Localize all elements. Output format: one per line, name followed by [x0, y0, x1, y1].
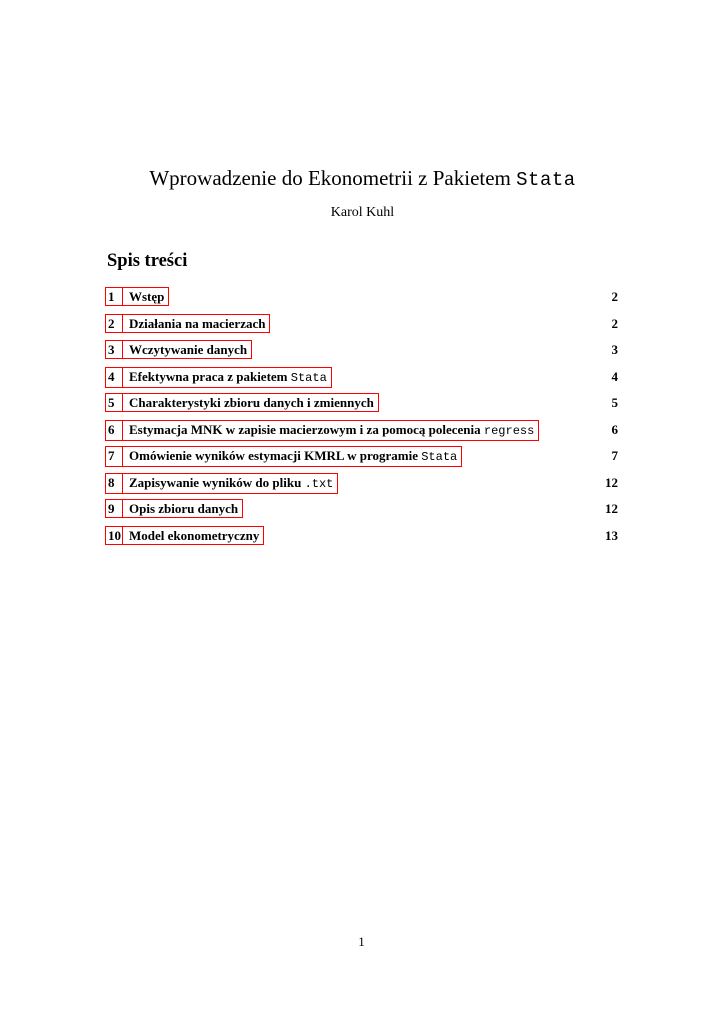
toc-entry-row	[105, 499, 618, 518]
toc-entry-number[interactable]: 10	[105, 526, 123, 545]
toc-entry-title[interactable]	[122, 420, 539, 441]
toc-entry-title[interactable]	[122, 473, 338, 494]
toc-entry-title[interactable]	[122, 526, 264, 545]
toc-entry-number[interactable]: 8	[105, 473, 123, 494]
toc-entry-number[interactable]: 4	[105, 367, 123, 388]
toc-title-text-part: Efektywna praca z pakietem	[129, 368, 291, 384]
toc-entry-number[interactable]: 2	[105, 314, 123, 333]
toc-entry-link[interactable]	[105, 499, 243, 518]
toc-entry-link[interactable]	[105, 314, 270, 333]
toc-entry-page-number: 7	[611, 448, 618, 463]
toc-title-text-part: Zapisywanie wyników do pliku	[129, 474, 305, 490]
toc-title-text-part: Omówienie wyników estymacji KMRL w programie	[129, 448, 422, 463]
toc-title-text-part: Wstęp	[129, 289, 165, 304]
toc-entry-title[interactable]	[122, 393, 379, 412]
toc-entry-link[interactable]	[105, 367, 332, 388]
toc-title-text-part: Charakterystyki zbioru danych i zmiennych	[129, 395, 374, 410]
toc-entry-title[interactable]	[122, 446, 462, 467]
toc-entry-link[interactable]	[105, 446, 462, 467]
toc-entry-number[interactable]: 5	[105, 393, 123, 412]
document-title-stata: Stata	[516, 169, 576, 191]
toc-entry-row	[105, 393, 618, 412]
toc-entry-number[interactable]: 9	[105, 499, 123, 518]
toc-title-mono-part: regress	[483, 423, 535, 438]
toc-entry-row	[105, 526, 618, 545]
toc-entry-title[interactable]	[122, 340, 252, 359]
toc-entry-number[interactable]: 7	[105, 446, 123, 467]
document-title-text: Wprowadzenie do Ekonometrii z Pakietem	[149, 166, 517, 190]
toc-entry-row	[105, 340, 618, 359]
toc-entry-title[interactable]	[122, 287, 169, 306]
toc-entry-title[interactable]	[122, 499, 243, 518]
toc-entry-row	[105, 420, 618, 439]
footer-page-number: 1	[358, 934, 365, 949]
toc-entry-page-number: 13	[605, 527, 618, 543]
toc-list	[105, 287, 618, 552]
toc-entry-page-number: 5	[611, 395, 618, 410]
toc-title-text-part: Wczytywanie danych	[129, 342, 248, 357]
toc-title-text-part: Opis zbioru danych	[129, 501, 239, 516]
toc-entry-link[interactable]	[105, 420, 539, 441]
toc-title-text-part: Działania na macierzach	[129, 315, 266, 331]
toc-title-text-part: Model ekonometryczny	[129, 527, 260, 543]
toc-entry-row	[105, 446, 618, 465]
toc-entry-link[interactable]	[105, 393, 379, 412]
toc-heading: Spis treści	[107, 251, 188, 271]
toc-entry-number[interactable]: 3	[105, 340, 123, 359]
toc-entry-row	[105, 367, 618, 386]
author-name: Karol Kuhl	[330, 205, 395, 220]
toc-entry-row	[105, 314, 618, 333]
toc-entry-title[interactable]	[122, 367, 332, 388]
toc-entry-row	[105, 473, 618, 492]
toc-entry-page-number: 2	[611, 289, 618, 304]
toc-entry-page-number: 12	[605, 501, 618, 516]
toc-entry-page-number: 6	[611, 421, 618, 437]
toc-entry-number[interactable]: 6	[105, 420, 123, 441]
toc-entry-link[interactable]	[105, 526, 264, 545]
toc-entry-page-number: 3	[611, 342, 618, 357]
document-title	[106, 166, 619, 191]
toc-entry-number[interactable]: 1	[105, 287, 123, 306]
toc-entry-link[interactable]	[105, 340, 252, 359]
toc-title-mono-part: .txt	[304, 476, 334, 491]
toc-title-text-part: Estymacja MNK w zapisie macierzowym i za pomocą polecenia	[129, 421, 484, 437]
toc-entry-row	[105, 287, 618, 306]
toc-entry-link[interactable]	[105, 287, 169, 306]
toc-title-mono-part: Stata	[290, 370, 327, 385]
toc-entry-title[interactable]	[122, 314, 270, 333]
toc-entry-page-number: 2	[611, 315, 618, 331]
toc-entry-page-number: 4	[611, 368, 618, 384]
toc-title-mono-part: Stata	[421, 450, 458, 464]
toc-entry-page-number: 12	[605, 474, 618, 490]
toc-entry-link[interactable]	[105, 473, 338, 494]
